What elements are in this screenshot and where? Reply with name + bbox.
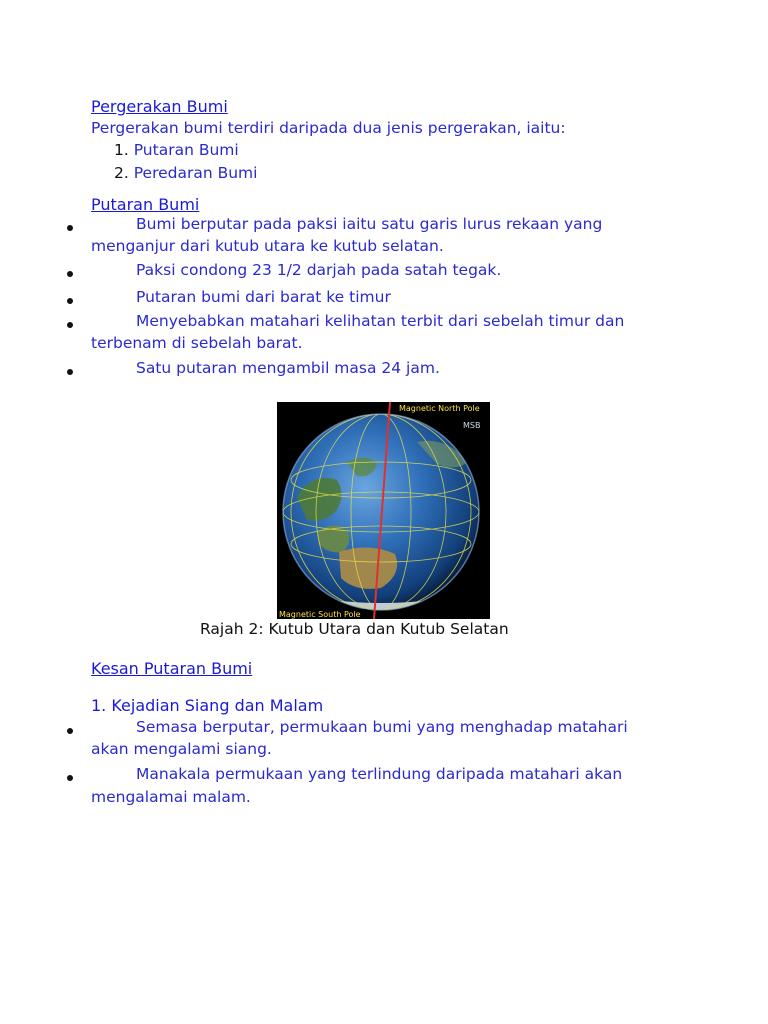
list-item <box>114 141 239 159</box>
north-pole-label: Magnetic North Pole <box>399 404 480 413</box>
subsection-title: 1. Kejadian Siang dan Malam <box>91 696 324 715</box>
section-title-kesan-putaran-bumi[interactable]: Kesan Putaran Bumi <box>91 659 253 678</box>
bullet-text: Menyebabkan matahari kelihatan terbit dari sebelah timur dan <box>136 312 625 330</box>
bullet-text: Manakala permukaan yang terlindung daripada matahari akan <box>136 765 623 783</box>
section-title-pergerakan-bumi[interactable]: Pergerakan Bumi <box>91 97 228 116</box>
bullet-dot <box>67 775 73 781</box>
bullet-text-continued: akan mengalami siang. <box>91 740 272 758</box>
bullet-dot <box>67 369 73 375</box>
bullet-text: Satu putaran mengambil masa 24 jam. <box>136 359 440 377</box>
list-item <box>114 164 257 182</box>
globe-image <box>277 402 490 619</box>
section-title-putaran-bumi[interactable]: Putaran Bumi <box>91 195 200 214</box>
globe-illustration <box>277 402 490 619</box>
figure-caption: Rajah 2: Kutub Utara dan Kutub Selatan <box>200 620 509 638</box>
bullet-text-continued: mengalamai malam. <box>91 788 251 806</box>
bullet-text: Semasa berputar, permukaan bumi yang menghadap matahari <box>136 718 628 736</box>
bullet-text: Paksi condong 23 1/2 darjah pada satah tegak. <box>136 261 502 279</box>
list-number: 1. <box>114 141 129 159</box>
bullet-text: Putaran bumi dari barat ke timur <box>136 288 391 306</box>
bullet-text-continued: terbenam di sebelah barat. <box>91 334 303 352</box>
list-item-label: Peredaran Bumi <box>133 164 258 182</box>
bullet-dot <box>67 298 73 304</box>
bullet-text: Bumi berputar pada paksi iaitu satu garis lurus rekaan yang <box>136 215 603 233</box>
bullet-dot <box>67 322 73 328</box>
bullet-text-continued: menganjur dari kutub utara ke kutub selatan. <box>91 237 444 255</box>
list-number: 2. <box>114 164 129 182</box>
bullet-dot <box>67 271 73 277</box>
logo-mark: MSB <box>463 421 481 430</box>
list-item-label: Putaran Bumi <box>133 141 239 159</box>
bullet-dot <box>67 728 73 734</box>
section-intro: Pergerakan bumi terdiri daripada dua jenis pergerakan, iaitu: <box>91 119 566 137</box>
south-pole-label: Magnetic South Pole <box>279 610 361 619</box>
bullet-dot <box>67 225 73 231</box>
